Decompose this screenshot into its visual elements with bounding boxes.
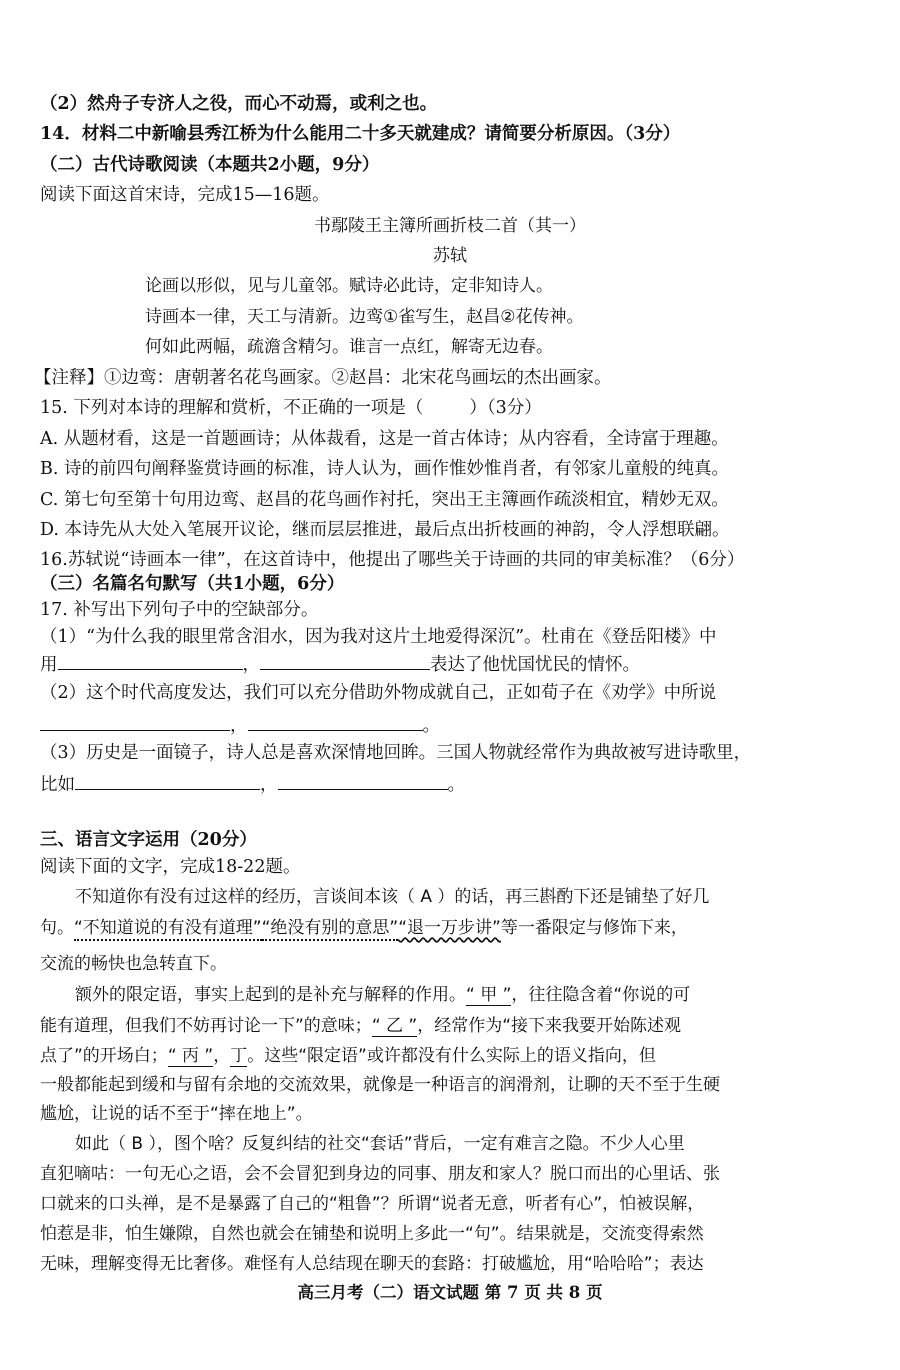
- para2-text: 。这些“限定语”或许都没有什么实际上的语义指向，但: [247, 1046, 656, 1066]
- q17-sub2-comma: ，: [230, 716, 248, 736]
- question-15-stem: [40, 396, 542, 420]
- q17-sub1-line1: （1）“为什么我的眼里常含泪水，因为我对这片土地爱得深沉”。杜甫在《登岳阳楼》中: [40, 627, 717, 647]
- page-footer: 高三月考（二）语文试题 第 7 页 共 8 页: [297, 1283, 603, 1302]
- blank-yi: “ 乙 ”: [371, 1016, 418, 1036]
- para3-line5: 无味，理解变得无比奢侈。难怪有人总结现在聊天的套路：打破尴尬，用“哈哈哈”；表达: [40, 1254, 704, 1274]
- section-dictation-heading: （三）名篇名句默写（共1小题，6分）: [40, 574, 345, 594]
- answer-blank[interactable]: [58, 651, 243, 670]
- q17-sub3-line1: （3）历史是一面镜子，诗人总是喜欢深情地回眸。三国人物就经常作为典故被写进诗歌里，: [40, 743, 752, 763]
- q15-option-d: D. 本诗先从大处入笔展开议论，继而层层推进，最后点出折枝画的神韵，令人浮想联翩。: [40, 520, 730, 540]
- q15-stem-b: ）（3分）: [469, 398, 542, 418]
- q15-stem-a: 15. 下列对本诗的理解和赏析，不正确的一项是（: [40, 398, 424, 418]
- q17-sub1-comma: ，: [242, 655, 260, 675]
- para2-text: 点了”的开场白；: [40, 1046, 168, 1066]
- q17-sub2-line1: （2）这个时代高度发达，我们可以充分借助外物成就自己，正如荀子在《劝学》中所说: [40, 683, 717, 703]
- poem-title: 书鄢陵王主簿所画折枝二首（其一）: [314, 216, 586, 236]
- blank-jia: “ 甲 ”: [466, 985, 512, 1005]
- answer-blank[interactable]: [260, 651, 430, 670]
- para1-line2: [40, 916, 688, 940]
- language-intro: 阅读下面的文字，完成18-22题。: [40, 857, 301, 877]
- para2-line4: 一般都能起到缓和与留有余地的交流效果，就像是一种语言的润滑剂，让聊的天不至于生硬: [40, 1075, 720, 1095]
- para2-line2: [40, 1014, 681, 1038]
- blank-ding: 丁: [230, 1046, 248, 1066]
- q17-sub3-end: 。: [447, 775, 465, 795]
- para3-line3: 口就来的口头禅，是不是暴露了自己的“粗鲁”？所谓“说者无意，听者有心”，怕被误解，: [40, 1194, 705, 1214]
- para1-line3: 交流的畅快也急转直下。: [40, 954, 227, 974]
- wavy-phrase: “退一万步讲”: [398, 918, 501, 938]
- answer-blank[interactable]: [278, 771, 448, 790]
- answer-blank[interactable]: [248, 712, 423, 731]
- q17-sub3-line2: [40, 771, 465, 797]
- question-17-stem: 17. 补写出下列句子中的空缺部分。: [40, 600, 319, 620]
- q17-sub2-end: 。: [422, 716, 440, 736]
- para2-text: ，经常作为“接下来我要开始陈述观: [417, 1016, 682, 1036]
- para2-line3: [40, 1044, 656, 1068]
- q17-sub3-comma: ，: [260, 775, 278, 795]
- para3-line1: 如此（ B ），图个啥？反复纠结的社交“套话”背后，一定有难言之隐。不少人心里: [75, 1134, 685, 1154]
- para2-text: ，往往隐含着“你说的可: [511, 985, 691, 1005]
- q17-sub1-line2: [40, 651, 640, 677]
- para2-text: ，: [213, 1046, 231, 1066]
- answer-blank[interactable]: [40, 712, 230, 731]
- q13-sub2: （2）然舟子专济人之役，而心不动焉，或利之也。: [40, 94, 438, 114]
- poetry-intro: 阅读下面这首宋诗，完成15—16题。: [40, 185, 330, 205]
- para1-text: 句。: [40, 918, 74, 938]
- q17-sub1-post: 表达了他忧国忧民的情怀。: [430, 655, 640, 675]
- para3-line2: 直犯嘀咕：一句无心之语，会不会冒犯到身边的同事、朋友和家人？脱口而出的心里话、张: [40, 1164, 720, 1184]
- q15-option-a: A. 从题材看，这是一首题画诗；从体裁看，这是一首古体诗；从内容看，全诗富于理趣。: [40, 429, 729, 449]
- dotted-phrase: “绝没有别的意思”: [262, 918, 399, 941]
- question-16: 16.苏轼说“诗画本一律”，在这首诗中，他提出了哪些关于诗画的共同的审美标准？（6分）: [40, 550, 745, 570]
- q17-sub3-pre: 比如: [40, 775, 75, 795]
- para3-line4: 怕惹是非，怕生嫌隙，自然也就会在铺垫和说明上多此一“句”。结果就是，交流变得索然: [40, 1224, 704, 1244]
- q17-sub2-line2: [40, 712, 440, 738]
- para2-line5: 尴尬，让说的话不至于“摔在地上”。: [40, 1104, 313, 1124]
- section-poetry-heading: （二）古代诗歌阅读（本题共2小题，9分）: [40, 155, 380, 175]
- poem-line-1: 论画以形似，见与儿童邻。赋诗必此诗，定非知诗人。: [145, 276, 553, 296]
- q15-option-b: B. 诗的前四句阐释鉴赏诗画的标准，诗人认为，画作惟妙惟肖者，有邻家儿童般的纯真。: [40, 459, 729, 479]
- blank-bing: “ 丙 ”: [167, 1046, 214, 1066]
- q15-option-c: C. 第七句至第十句用边鸾、赵昌的花鸟画作衬托，突出王主簿画作疏淡相宜，精妙无双。: [40, 490, 729, 510]
- para1-text: 等一番限定与修饰下来，: [500, 918, 688, 938]
- answer-blank[interactable]: [75, 771, 260, 790]
- poem-author: 苏轼: [433, 246, 467, 266]
- para2-line1: [75, 983, 690, 1007]
- para2-text: 额外的限定语，事实上起到的是补充与解释的作用。: [75, 985, 466, 1005]
- para2-text: 能有道理，但我们不妨再讨论一下”的意味；: [40, 1016, 372, 1036]
- poem-line-3: 何如此两幅，疏澹含精匀。谁言一点红，解寄无边春。: [145, 337, 553, 357]
- q17-sub1-pre: 用: [40, 655, 58, 675]
- section-language-heading: 三、语言文字运用（20分）: [40, 830, 257, 850]
- poem-note: 【注释】①边鸾：唐朝著名花鸟画家。②赵昌：北宋花鸟画坛的杰出画家。: [34, 368, 612, 388]
- question-14: 14．材料二中新喻县秀江桥为什么能用二十多天就建成？请简要分析原因。（3分）: [40, 124, 681, 144]
- dotted-phrase: “不知道说的有没有道理”: [74, 918, 262, 941]
- poem-line-2: 诗画本一律，天工与清新。边鸾①雀写生，赵昌②花传神。: [145, 307, 584, 327]
- para1-line1: 不知道你有没有过这样的经历，言谈间本该（ A ）的话，再三斟酌下还是铺垫了好几: [75, 887, 710, 907]
